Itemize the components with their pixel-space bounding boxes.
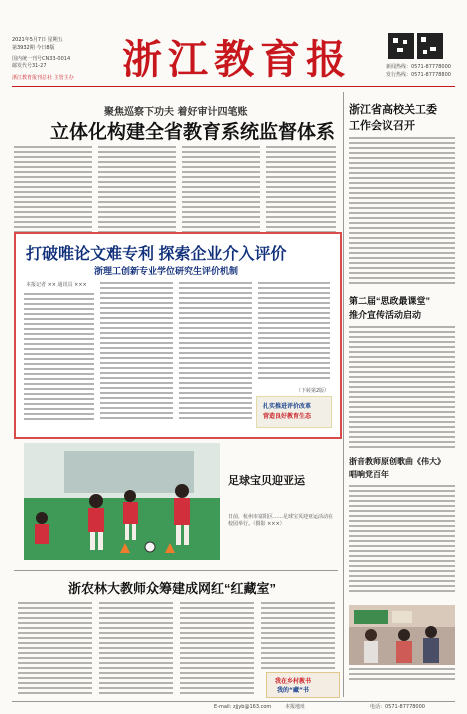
feature-badge-line-1: 扎实推进评价改革	[263, 403, 312, 410]
feature-badge-line-2: 营造良好教育生态	[263, 413, 312, 420]
lead-column-3	[182, 146, 260, 236]
footer-email: E-mail: zjjyb@163.com	[214, 704, 272, 710]
masthead-title: 浙江教育报	[122, 36, 352, 83]
masthead-rule	[12, 86, 455, 87]
lead-headline: 立体化构建全省教育系统监督体系	[50, 122, 336, 143]
bottom-badge-line-2: 我的“藏”书	[277, 687, 309, 694]
footer-phone: 电话：0571-87778000	[370, 704, 425, 710]
masthead-code-2: 邮发代号31-27	[12, 63, 47, 69]
right-mid-headline-2: 推介宣传活动启动	[349, 310, 422, 320]
bottom-badge	[266, 672, 340, 698]
bottom-column-4	[261, 602, 335, 672]
footer-address: 本报地址	[285, 704, 306, 710]
feature-column-1	[24, 293, 94, 423]
right-mid-headline-1: 第二届“思政最课堂”	[349, 296, 431, 306]
right-mid-text	[349, 326, 455, 451]
lead-column-4	[266, 146, 336, 236]
right-low-headline-1: 浙音教师原创歌曲《伟大》	[349, 457, 445, 466]
bottom-column-2	[99, 602, 173, 697]
footer-rule	[12, 701, 455, 702]
lead-kicker: 聚焦巡察下功夫 着好审计四笔账	[104, 107, 248, 118]
qr-code-2	[417, 33, 443, 59]
sports-caption: 日前，杭州市富阳区……足球宝贝迎亚运活动在校园举行。（摄影 ×××）	[228, 514, 334, 527]
bottom-headline: 浙农林大教师众筹建成网红“红藏室”	[68, 581, 277, 596]
masthead-org: 浙江教育报刊总社 主管主办	[12, 75, 74, 81]
feature-column-3	[179, 282, 252, 422]
right-top-headline-1: 浙江省高校关工委	[349, 104, 437, 116]
right-low-headline-2: 唱响党百年	[349, 470, 389, 479]
bottom-badge-line-1: 我在乡村教书	[275, 678, 312, 685]
feature-headline: 打破唯论文难专利 探索企业介入评价	[26, 246, 287, 263]
feature-continuation: （下转第2版）	[296, 388, 330, 394]
right-low-text	[349, 485, 455, 595]
masthead-issue: 第3932期 今日8版	[12, 45, 55, 51]
masthead-date: 2021年5月7日 星期五	[12, 37, 63, 43]
lead-column-1	[14, 146, 92, 236]
feature-column-2	[100, 282, 173, 422]
feature-column-4	[258, 282, 330, 382]
masthead-phone-1: 新闻热线：0571-87778000	[386, 64, 451, 70]
right-photo	[349, 605, 455, 665]
qr-code-1	[388, 33, 414, 59]
feature-badge	[256, 396, 332, 428]
masthead-code-1: 国内统一刊号CN33-0014	[12, 56, 71, 62]
bottom-column-1	[18, 602, 92, 697]
feature-subhead: 浙理工创新专业学位研究生评价机制	[94, 267, 239, 277]
sports-photo	[24, 443, 220, 560]
right-photo-caption	[349, 668, 455, 683]
bottom-divider	[14, 570, 338, 571]
bottom-column-3	[180, 602, 254, 697]
sports-headline: 足球宝贝迎亚运	[228, 475, 305, 487]
feature-byline: 本报记者 ×× 通讯员 ×××	[26, 282, 87, 288]
right-divider	[343, 92, 344, 697]
lead-column-2	[98, 146, 176, 236]
right-top-text	[349, 137, 455, 287]
masthead-phone-2: 发行热线：0571-87778800	[386, 72, 451, 78]
right-top-headline-2: 工作会议召开	[349, 120, 415, 132]
